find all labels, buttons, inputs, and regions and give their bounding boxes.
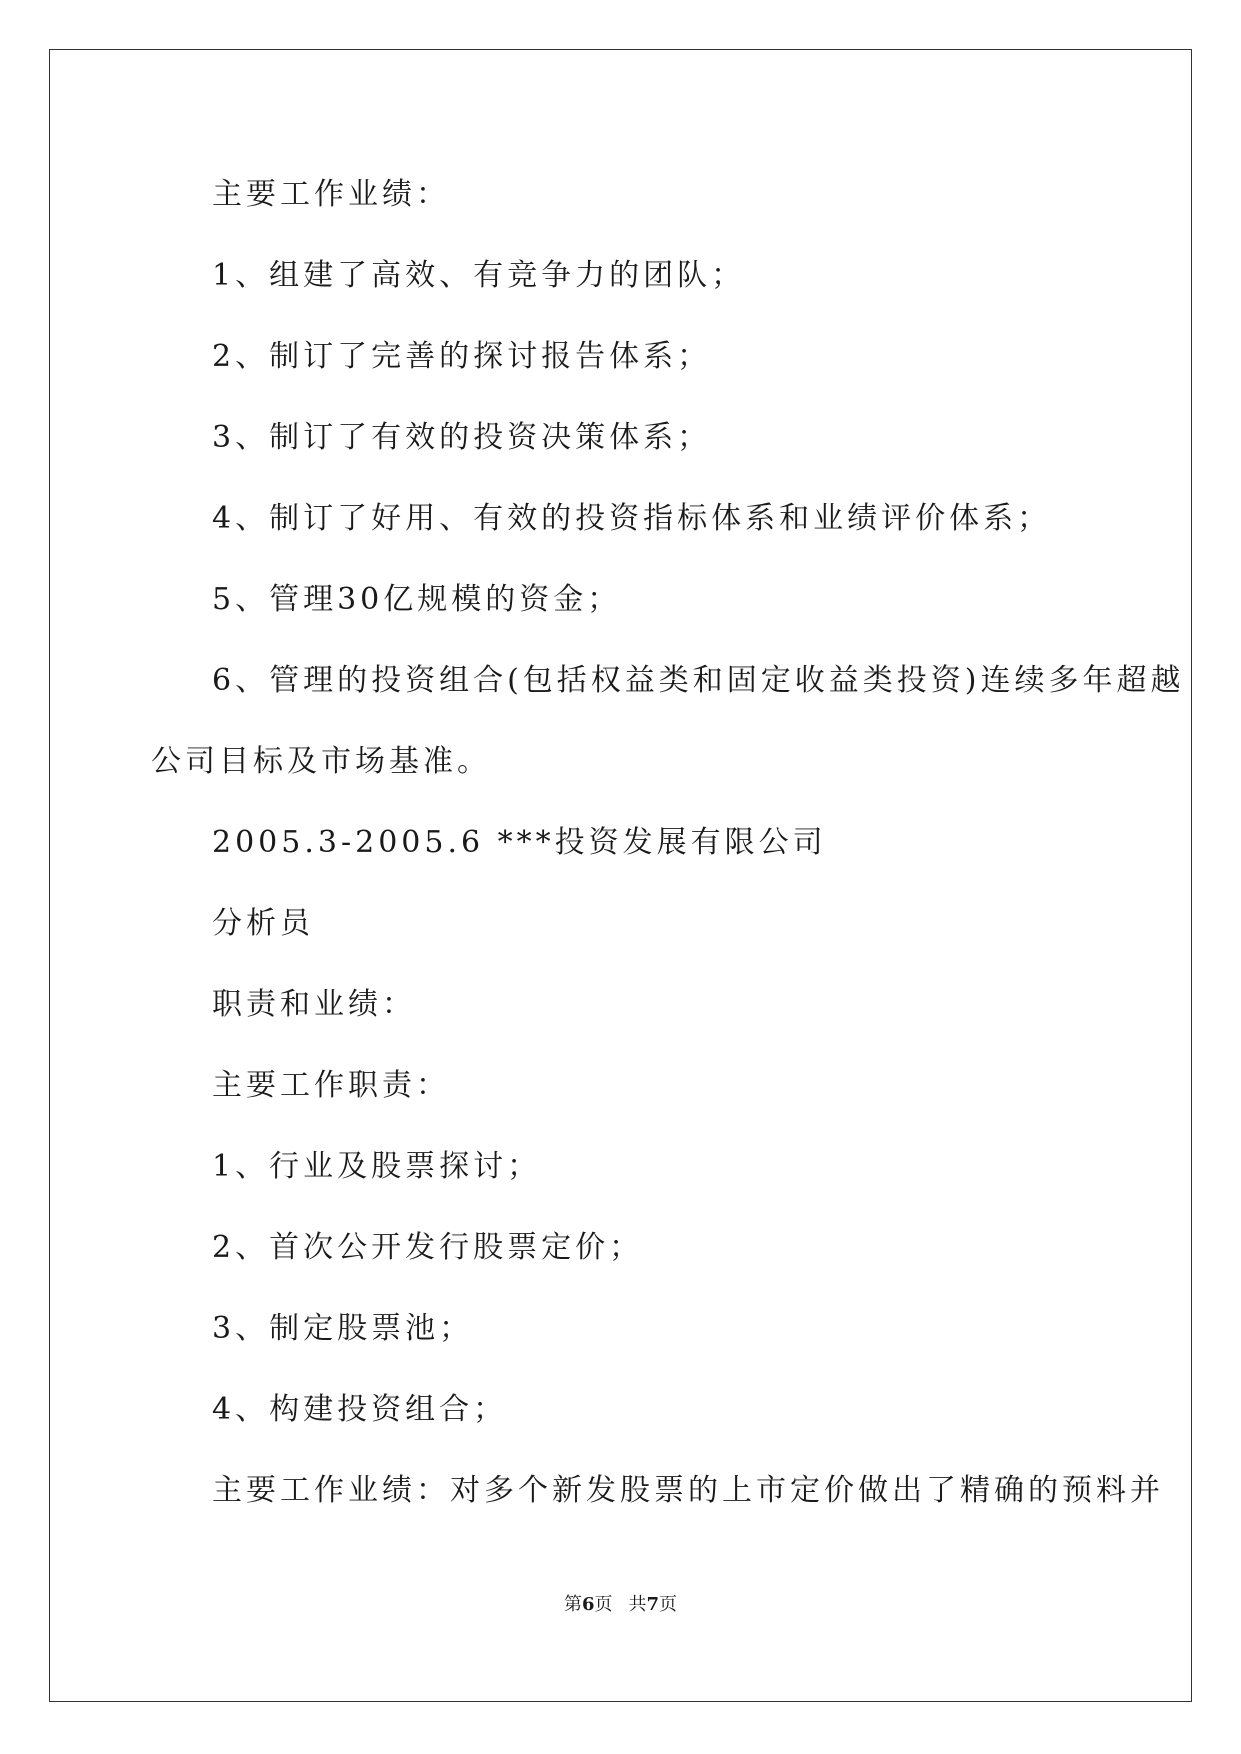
page-border xyxy=(49,49,1192,1702)
text-line: 主要工作业绩： xyxy=(212,177,450,212)
footer-total-prefix: 共 xyxy=(628,1594,647,1615)
footer-prefix: 第 xyxy=(563,1594,582,1615)
text-line: 职责和业绩： xyxy=(212,987,416,1022)
text-line: 主要工作职责： xyxy=(212,1068,450,1103)
text-line: 主要工作业绩：对多个新发股票的上市定价做出了精确的预料并 xyxy=(212,1473,1164,1508)
text-line: 4、构建投资组合； xyxy=(212,1392,508,1427)
text-line: 2、首次公开发行股票定价； xyxy=(212,1230,644,1265)
text-line: 6、管理的投资组合(包括权益类和固定收益类投资)连续多年超越 xyxy=(212,663,1185,698)
text-line: 4、制订了好用、有效的投资指标体系和业绩评价体系； xyxy=(212,501,1052,536)
text-line: 2005.3-2005.6 ***投资发展有限公司 xyxy=(212,825,827,860)
text-line: 1、行业及股票探讨； xyxy=(212,1149,542,1184)
text-line: 5、管理30亿规模的资金； xyxy=(212,582,622,617)
footer-total-suffix: 页 xyxy=(659,1594,678,1615)
text-line: 3、制订了有效的投资决策体系； xyxy=(212,420,712,455)
text-line: 分析员 xyxy=(212,906,314,941)
text-line: 2、制订了完善的探讨报告体系； xyxy=(212,339,712,374)
text-line: 3、制定股票池； xyxy=(212,1311,474,1346)
footer-total-number: 7 xyxy=(646,1594,660,1615)
footer-page-number: 6 xyxy=(581,1594,595,1615)
text-line: 1、组建了高效、有竞争力的团队； xyxy=(212,258,746,293)
page-footer xyxy=(0,1593,1241,1617)
footer-page-suffix: 页 xyxy=(594,1594,613,1615)
text-line: 公司目标及市场基准。 xyxy=(151,744,491,779)
